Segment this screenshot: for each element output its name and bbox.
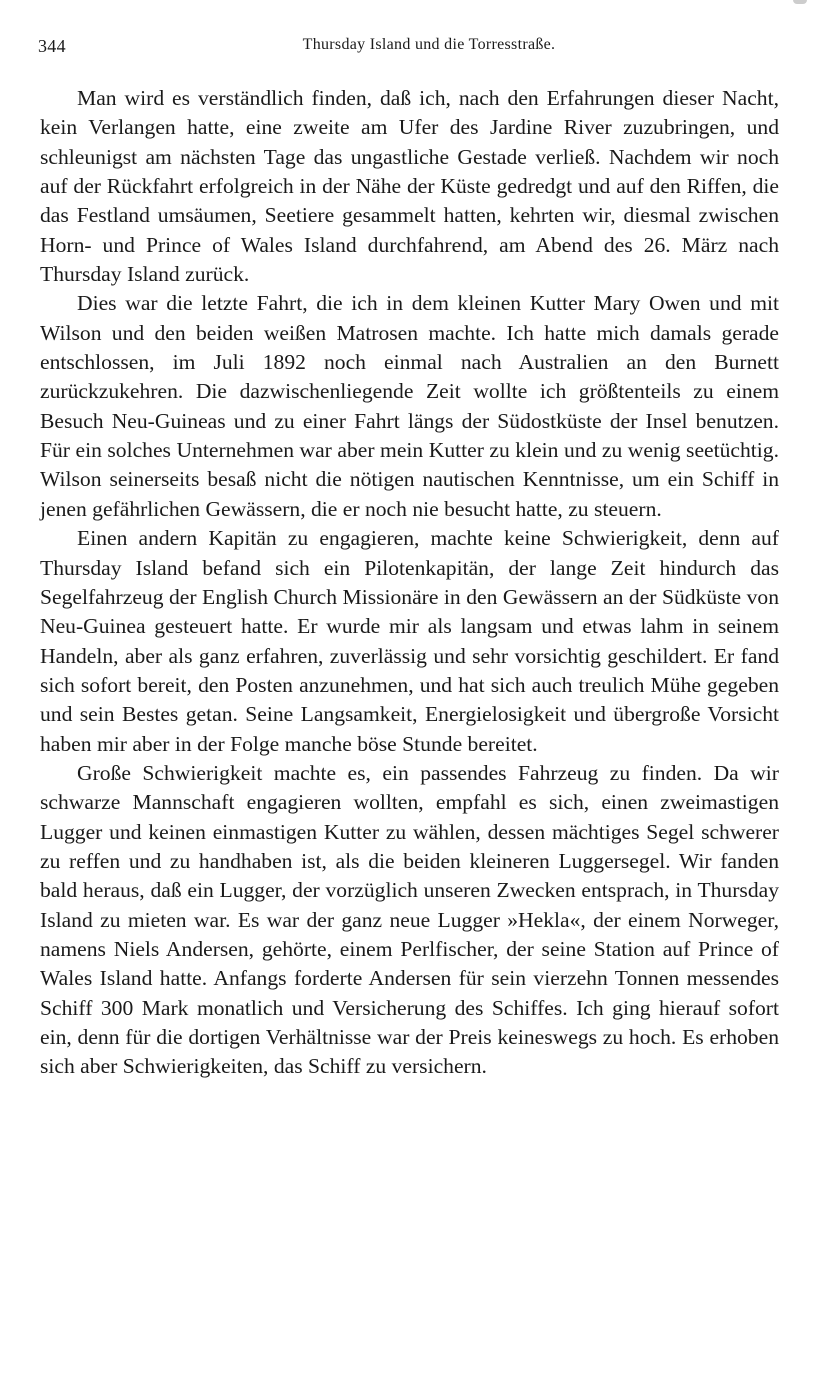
page-number: 344 xyxy=(38,36,66,56)
paragraph: Große Schwierigkeit machte es, ein passendes Fahrzeug zu finden. Da wir schwarze Mannschaft engagieren wollten, empfahl es sich, einen zweimastigen Lugger und keinen einmastigen Kutter zu wählen, dessen mächtiges Segel schwerer zu reffen und zu handhaben ist, als die beiden kleineren Luggersegel. Wir fanden bald heraus, daß ein Lugger, der vorzüglich unseren Zwecken entsprach, in Thursday Island zu mieten war. Es war der ganz neue Lugger »Hekla«, der einem Norweger, namens Niels Andersen, gehörte, einem Perlfischer, der seine Station auf Prince of Wales Island hatte. Anfangs forderte Andersen für sein vierzehn Tonnen messendes Schiff 300 Mark monatlich und Versicherung des Schiffes. Ich ging hierauf sofort ein, denn für die dortigen Verhältnisse war der Preis keineswegs zu hoch. Es erhoben sich aber Schwierigkeiten, das Schiff zu versichern. xyxy=(40,760,779,1079)
paragraph: Dies war die letzte Fahrt, die ich in dem kleinen Kutter Mary Owen und mit Wilson und den beiden weißen Matrosen machte. Ich hatte mich damals gerade entschlossen, im Juli 1892 noch einmal nach Australien an den Burnett zurückzukehren. Die dazwischenliegende Zeit wollte ich größtenteils zu einem Besuch Neu-Guineas und zu einer Fahrt längs der Südostküste der Insel benutzen. Für ein solches Unternehmen war aber mein Kutter zu klein und zu wenig seetüchtig. Wilson seinerseits besaß nicht die nötigen nautischen Kenntnisse, um ein Schiff in jenen gefährlichen Gewässern, die er noch nie besucht hatte, zu steuern. xyxy=(40,291,779,521)
scan-artifact xyxy=(793,0,807,4)
running-title: Thursday Island und die Torresstraße. xyxy=(302,36,556,53)
body-text xyxy=(40,84,779,1082)
paragraph: Einen andern Kapitän zu engagieren, machte keine Schwierigkeit, denn auf Thursday Island befand sich ein Pilotenkapitän, der lange Zeit hindurch das Segelfahrzeug der English Church Missionäre in den Gewässern an der Südküste von Neu-Guinea gesteuert hatte. Er wurde mir als langsam und etwas lahm in seinem Handeln, aber als ganz erfahren, zuverlässig und sehr vorsichtig geschildert. Er fand sich sofort bereit, den Posten anzunehmen, und hat sich auch treulich Mühe gegeben und sein Bestes getan. Seine Langsamkeit, Energielosigkeit und übergroße Vorsicht haben mir aber in der Folge manche böse Stunde bereitet. xyxy=(40,526,779,756)
running-header xyxy=(38,36,780,58)
paragraph: Man wird es verständlich finden, daß ich, nach den Erfahrungen dieser Nacht, kein Verlangen hatte, eine zweite am Ufer des Jardine River zuzubringen, und schleunigst am nächsten Tage das ungastliche Gestade verließ. Nachdem wir noch auf der Rückfahrt erfolgreich in der Nähe der Küste gedredgt und auf den Riffen, die das Festland umsäumen, Seetiere gesammelt hatten, kehrten wir, diesmal zwischen Horn- und Prince of Wales Island durchfahrend, am Abend des 26. März nach Thursday Island zurück. xyxy=(40,86,779,287)
